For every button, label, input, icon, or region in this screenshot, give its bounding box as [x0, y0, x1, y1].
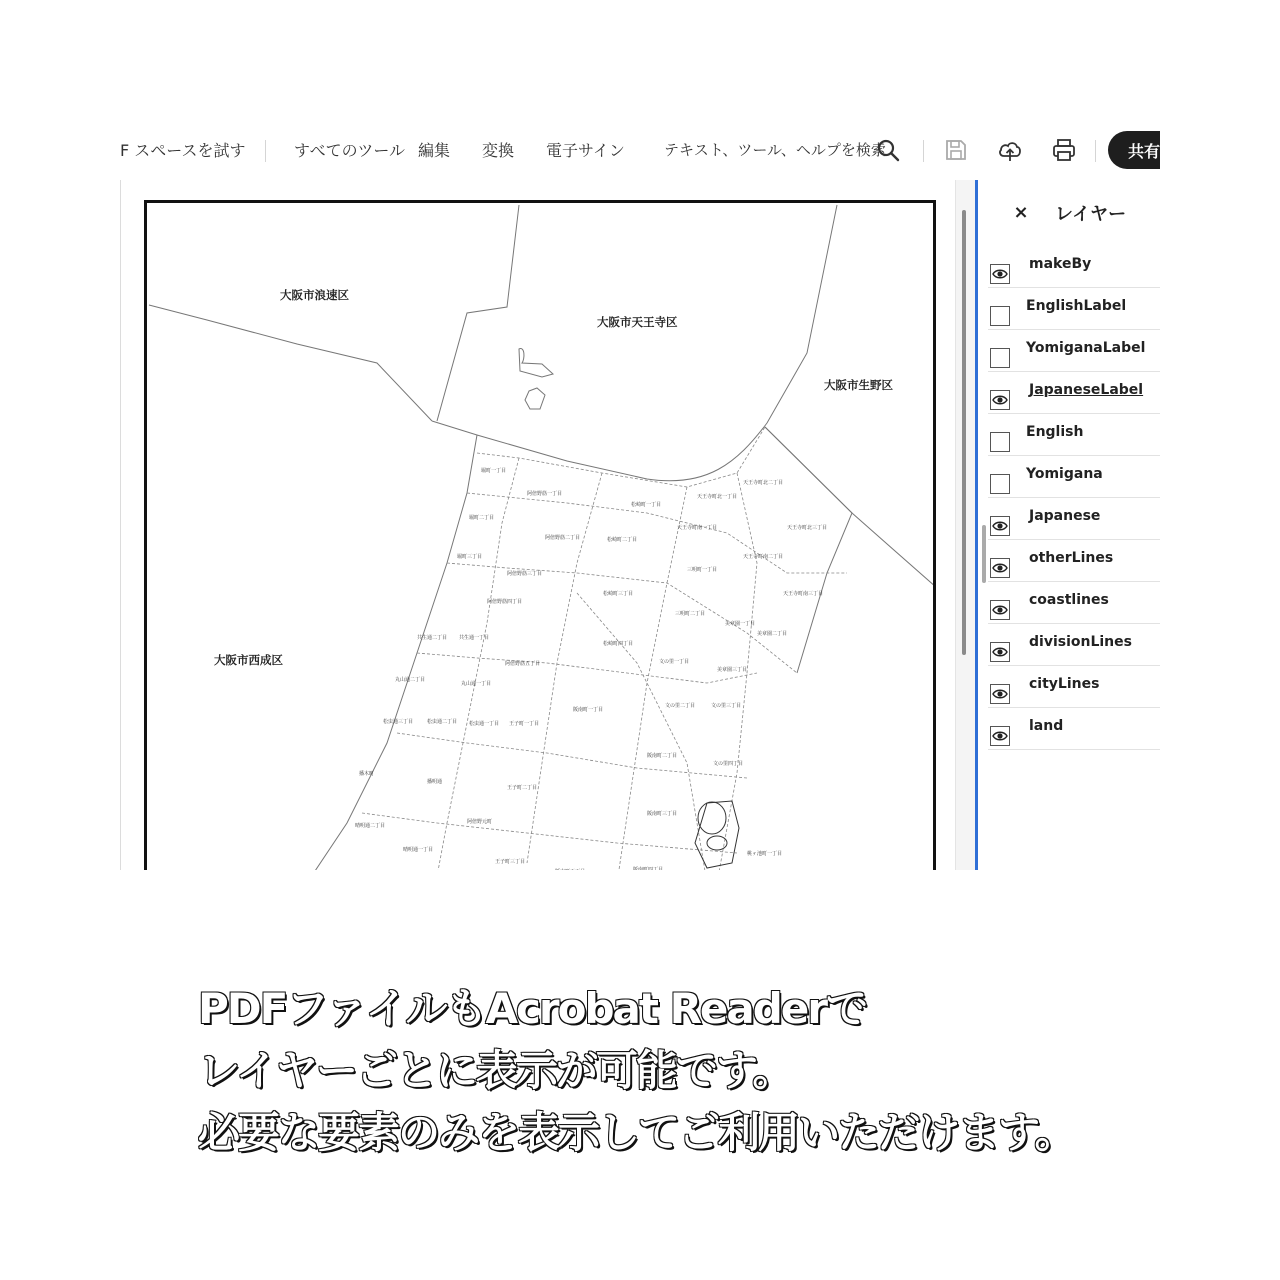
district-label: 松虫通三丁目: [383, 719, 414, 725]
layer-name: divisionLines: [1029, 634, 1132, 650]
district-label: 美章園三丁目: [717, 667, 748, 673]
edit-menu[interactable]: 編集: [418, 141, 451, 160]
district-label: 松崎町四丁目: [603, 641, 634, 647]
district-label: 阪南町一丁目: [573, 707, 604, 713]
eye-icon[interactable]: [990, 600, 1010, 620]
district-label: 阪南町五丁目: [555, 869, 586, 875]
district-label: 阿倍野筋一丁目: [527, 491, 563, 497]
layer-row[interactable]: [988, 456, 1160, 498]
district-label: 播木町: [359, 771, 375, 777]
district-label: 文の里三丁目: [711, 703, 742, 709]
district-boundary: [577, 593, 707, 873]
toolbar-separator: [923, 140, 924, 162]
district-label: 播明通: [427, 779, 443, 785]
map-page: [144, 200, 936, 875]
caption-line: 必要な要素のみを表示してご利用いただけます。: [198, 1108, 1075, 1157]
ward-map: [147, 203, 936, 875]
ward-label: 大阪市西成区: [214, 653, 283, 667]
district-label: 文の里一丁目: [659, 659, 690, 665]
district-label: 阿倍野筋四丁目: [487, 599, 523, 605]
district-label: 阪南町四丁目: [633, 867, 664, 873]
layer-row[interactable]: [988, 624, 1160, 666]
district-label: 晴明通一丁目: [403, 847, 434, 853]
search-icon[interactable]: [875, 137, 901, 163]
panel-title: レイヤー: [1055, 204, 1127, 225]
visibility-checkbox[interactable]: [990, 306, 1010, 326]
district-label: 天王寺町南一丁目: [677, 525, 718, 531]
district-label: 阿倍野筋三丁目: [507, 571, 543, 577]
district-label: 丸山通二丁目: [395, 677, 426, 683]
toolbar-separator: [265, 140, 266, 162]
park-outline: [519, 349, 553, 377]
ward-boundary: [432, 205, 837, 481]
layer-name: cityLines: [1029, 676, 1100, 692]
district-label: 松崎町一丁目: [631, 502, 662, 508]
ward-label: 大阪市天王寺区: [597, 315, 678, 329]
print-icon[interactable]: [1051, 137, 1077, 163]
layer-row[interactable]: [988, 540, 1160, 582]
eye-icon[interactable]: [990, 516, 1010, 536]
ward-label: 大阪市浪速区: [280, 288, 349, 302]
district-label: 堀町三丁目: [457, 554, 483, 560]
district-label: 天王寺町北一丁目: [697, 494, 738, 500]
layer-row[interactable]: [988, 498, 1160, 540]
layer-row[interactable]: [988, 372, 1160, 414]
district-label: 文の里二丁目: [665, 703, 696, 709]
layer-name: EnglishLabel: [1026, 298, 1127, 314]
layer-name: coastlines: [1029, 592, 1109, 608]
district-label: 松崎町三丁目: [603, 591, 634, 597]
layer-row[interactable]: [988, 666, 1160, 708]
caption-line: レイヤーごとに表示が可能です。: [198, 1046, 793, 1095]
district-boundary: [397, 733, 747, 778]
district-boundary: [447, 563, 797, 673]
district-label: 晴明通二丁目: [355, 823, 386, 829]
eye-icon[interactable]: [990, 264, 1010, 284]
eye-icon[interactable]: [990, 558, 1010, 578]
document-view[interactable]: [120, 180, 956, 875]
eye-icon[interactable]: [990, 684, 1010, 704]
layer-row[interactable]: [988, 246, 1160, 288]
layer-row[interactable]: [988, 330, 1160, 372]
share-button[interactable]: 共有: [1108, 131, 1160, 169]
eye-icon[interactable]: [990, 642, 1010, 662]
layers-panel: [978, 180, 1160, 870]
visibility-checkbox[interactable]: [990, 348, 1010, 368]
layer-row[interactable]: [988, 708, 1160, 750]
save-icon[interactable]: [943, 137, 969, 163]
district-label: 堀町一丁目: [481, 468, 507, 474]
district-label: 松崎町二丁目: [607, 537, 638, 543]
visibility-checkbox[interactable]: [990, 432, 1010, 452]
district-label: 天王寺町北三丁目: [787, 525, 828, 531]
district-boundary: [417, 653, 757, 683]
layer-name: JapaneseLabel: [1029, 382, 1144, 398]
e-sign-menu[interactable]: 電子サイン: [546, 141, 625, 160]
district-label: 阪南町二丁目: [647, 753, 678, 759]
layer-name: Yomigana: [1026, 466, 1103, 482]
all-tools-menu[interactable]: すべてのツール: [294, 141, 406, 160]
district-label: 美章園一丁目: [725, 621, 756, 627]
convert-menu[interactable]: 変換: [482, 141, 515, 160]
pond-outline: [695, 801, 739, 868]
district-label: 共生通一丁目: [459, 635, 490, 641]
acrobat-window: [120, 120, 1160, 875]
layer-name: otherLines: [1029, 550, 1114, 566]
layer-row[interactable]: [988, 582, 1160, 624]
district-label: 王子町三丁目: [495, 859, 526, 865]
layer-name: English: [1026, 424, 1084, 440]
layer-row[interactable]: [988, 288, 1160, 330]
district-label: 三明町二丁目: [675, 611, 706, 617]
district-label: 天王寺町南二丁目: [743, 554, 784, 560]
eye-icon[interactable]: [990, 390, 1010, 410]
close-panel-button[interactable]: ×: [1010, 200, 1032, 224]
district-label: 松虫通二丁目: [427, 719, 458, 725]
search-field-label[interactable]: テキスト、ツール、ヘルプを検索: [664, 141, 886, 159]
district-label: 松虫通一丁目: [469, 721, 500, 727]
district-label: 天王寺町北二丁目: [743, 480, 784, 486]
panel-scroll-thumb[interactable]: [982, 525, 986, 583]
district-label: 文の里四丁目: [713, 761, 744, 767]
district-label: 阪南町三丁目: [647, 811, 678, 817]
district-label: 丸山通一丁目: [461, 681, 492, 687]
toolbar-separator: [1095, 140, 1096, 162]
caption-line: PDFファイルもAcrobat Readerで: [198, 984, 867, 1033]
layer-row[interactable]: [988, 414, 1160, 456]
district-label: 阿倍野筋二丁目: [545, 535, 581, 541]
try-spaces-link[interactable]: F スペースを試す: [120, 141, 246, 160]
caption: [198, 978, 1198, 1164]
district-label: 天王寺町南三丁目: [783, 591, 824, 597]
layer-name: makeBy: [1029, 256, 1092, 272]
layer-name: YomiganaLabel: [1026, 340, 1146, 356]
ward-boundary: [149, 305, 432, 421]
toolbar: [120, 120, 1160, 181]
ward-boundary: [437, 205, 519, 421]
ward-boundary: [307, 435, 477, 870]
district-label: 王子町二丁目: [507, 785, 538, 791]
eye-icon[interactable]: [990, 726, 1010, 746]
document-scroll-thumb[interactable]: [962, 210, 966, 655]
district-label: 共生通二丁目: [417, 635, 448, 641]
district-label: 堀町二丁目: [469, 515, 495, 521]
district-label: 三明町一丁目: [687, 567, 718, 573]
district-label: 阿倍野筋五丁目: [505, 661, 541, 667]
district-label: 桃ヶ池町一丁目: [747, 851, 783, 857]
ward-label: 大阪市生野区: [824, 378, 893, 392]
district-boundary: [527, 473, 602, 863]
ward-boundary: [765, 427, 936, 588]
pond-outline: [707, 836, 727, 850]
upload-cloud-icon[interactable]: [997, 137, 1023, 163]
district-label: 美章園二丁目: [757, 631, 788, 637]
layer-name: land: [1029, 718, 1064, 734]
layer-name: Japanese: [1029, 508, 1101, 524]
district-label: 阿倍野元町: [467, 819, 493, 825]
district-label: 王子町一丁目: [509, 721, 540, 727]
district-boundary: [477, 427, 765, 487]
visibility-checkbox[interactable]: [990, 474, 1010, 494]
park-outline: [525, 388, 545, 409]
